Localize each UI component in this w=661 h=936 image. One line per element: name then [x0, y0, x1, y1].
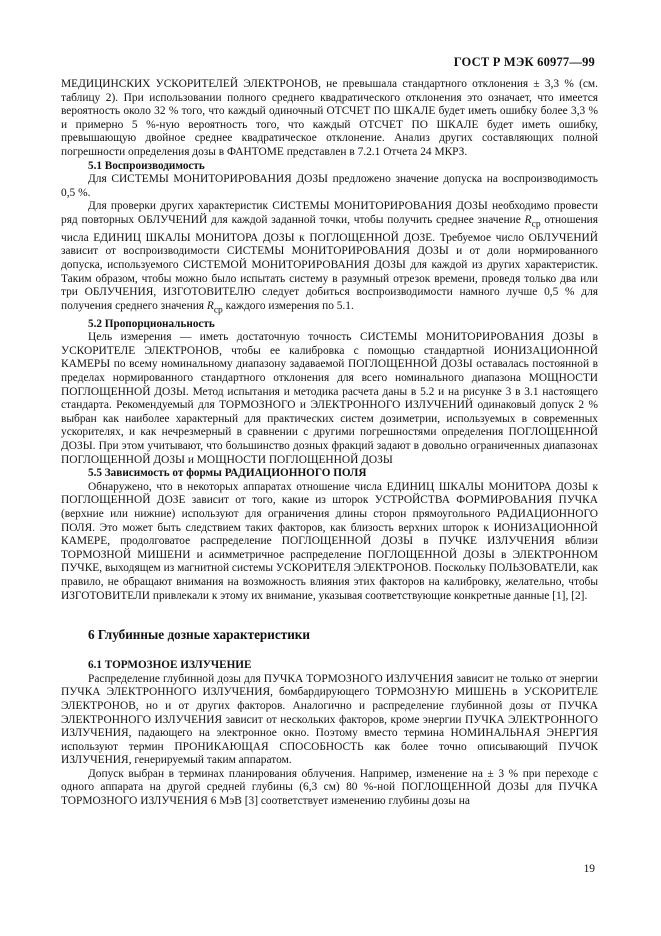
r-symbol: R [206, 299, 214, 312]
paragraph-other-characteristics [61, 200, 598, 317]
paragraph-reproducibility: Для СИСТЕМЫ МОНИТОРИРОВАНИЯ ДОЗЫ предложено значение допуска на воспроизводимость 0,5 %. [61, 173, 598, 199]
paragraph-continuation: МЕДИЦИНСКИХ УСКОРИТЕЛЕЙ ЭЛЕКТРОНОВ, не превышала стандартного отклонения ± 3,3 % (см. таблицу 2). При использовании полного среднего квадратического отклонения это означает, что имеется вероятность около 32 % того, что каждый одиночный ОТСЧЕТ ПО ШКАЛЕ будет иметь ошибку более 3,3 % и примерно 5 %-ную вероятность того, что каждый ОТСЧЕТ ПО ШКАЛЕ будет иметь ошибку, превышающую двойное среднее квадратическое отклонение. Анализ других составляющих полной погрешности определения дозы в ФАНТОМЕ представлен в 7.2.1 Отчета 24 МКРЗ. [61, 78, 598, 158]
section-heading-6: 6 Глубинные дозные характеристики [88, 627, 310, 643]
standard-header: ГОСТ Р МЭК 60977—99 [453, 55, 595, 69]
paragraph-field-shape: Обнаружено, что в некоторых аппаратах отношение числа ЕДИНИЦ ШКАЛЫ МОНИТОРА ДОЗЫ к ПОГЛОЩЕННОЙ ДОЗЕ зависит от того, какие из шторок УСТРОЙСТВА ФОРМИРОВАНИЯ ПУЧКА (верхние или нижние) используют для ограничения длины сторон прямоугольного РАДИАЦИОННОГО ПОЛЯ. Это может быть следствием таких факторов, как близость верхних шторок к ИОНИЗАЦИОННОЙ КАМЕРЕ, продолговатое распределение ПОГЛОЩЕННОЙ ДОЗЫ в ПУЧКЕ ИЗЛУЧЕНИЯ вблизи ТОРМОЗНОЙ МИШЕНИ и асимметричное распределение ПОГЛОЩЕННОЙ ДОЗЫ в ЭЛЕКТРОННОМ ПУЧКЕ, выходящем из магнитной системы УСКОРИТЕЛЯ ЭЛЕКТРОНОВ. Поскольку ПОЛЬЗОВАТЕЛИ, как правило, не обращают внимания на возможность влияния этих факторов на калибровку, желательно, чтобы ИЗГОТОВИТЕЛИ привлекали к этому их внимание, указывая соответствующие конкретные данные [1], [2]. [61, 480, 598, 602]
text-run: Для проверки других характеристик СИСТЕМЫ МОНИТОРИРОВАНИЯ ДОЗЫ необходимо провести ряд повторных ОБЛУЧЕНИЙ для каждой заданной точки, чтобы получить среднее значение [61, 200, 598, 226]
spacer [61, 643, 598, 659]
text-run: отношения числа ЕДИНИЦ ШКАЛЫ МОНИТОРА ДОЗЫ к ПОГЛОЩЕННОЙ ДОЗЕ. Требуемое число ОБЛУЧЕНИЙ зависит от воспроизводимости СИСТЕМЫ МОНИТОРИРОВАНИЯ ДОЗЫ и от доли нормированного допуска, используемого СИСТЕМОЙ МОНИТОРИРОВАНИЯ ДОЗЫ для каждой из других характеристик. Таким образом, чтобы можно было испытать систему в разумный отрезок времени, проведя только два или три ОБЛУЧЕНИЯ, ИЗГОТОВИТЕЛЮ следует добиться воспроизводимости намного лучше 0,5 % для получения среднего значения [61, 213, 599, 312]
paragraph-proportionality: Цель измерения — иметь достаточную точность СИСТЕМЫ МОНИТОРИРОВАНИЯ ДОЗЫ в УСКОРИТЕЛЕ ЭЛЕКТРОНОВ, чтобы ее калибровка с помощью стандартной ИОНИЗАЦИОННОЙ КАМЕРЫ по всему номинальному диапазону задаваемой ПОГЛОЩЕННОЙ ДОЗЫ оставалась постоянной в пределах нормированного стандартного отклонения для всего номинального диапазона МОЩНОСТИ ПОГЛОЩЕННОЙ ДОЗЫ. Метод испытания и методика расчета даны в 5.2 и на рисунке 3 в 3.1 настоящего стандарта. Рекомендуемый для ТОРМОЗНОГО и ЭЛЕКТРОННОГО ИЗЛУЧЕНИЙ одинаковый допуск 2 % выбран как наиболее характерный для практических систем дозиметрии, используемых в современных ускорителях, и как нечрезмерный в сравнении с другими погрешностями определения ПОГЛОЩЕННОЙ ДОЗЫ. При этом учитывают, что большинство дозных фракций задают в довольно ограниченных диапазонах ПОГЛОЩЕННОЙ ДОЗЫ и МОЩНОСТИ ПОГЛОЩЕННОЙ ДОЗЫ [61, 331, 598, 466]
page-number: 19 [583, 863, 595, 875]
subsection-heading-5-2: 5.2 Пропорциональность [88, 317, 215, 330]
r-symbol: R [524, 213, 532, 226]
subsection-heading-6-1: 6.1 ТОРМОЗНОЕ ИЗЛУЧЕНИЕ [88, 659, 252, 672]
paragraph-depth-dose: Распределение глубинной дозы для ПУЧКА ТОРМОЗНОГО ИЗЛУЧЕНИЯ зависит не только от энергии ПУЧКА ЭЛЕКТРОННОГО ИЗЛУЧЕНИЯ, бомбардирующего ТОРМОЗНУЮ МИШЕНЬ в УСКОРИТЕЛЕ ЭЛЕКТРОНОВ, но и от других факторов. Аналогично и распределение глубинной дозы от ПУЧКА ЭЛЕКТРОННОГО ИЗЛУЧЕНИЯ зависит от нескольких факторов, кроме энергии ПУЧКА ЭЛЕКТРОННОГО ИЗЛУЧЕНИЯ, падающего на электронное окно. Поэтому вместо термина НОМИНАЛЬНАЯ ЭНЕРГИЯ используют термин ПРОНИКАЮЩАЯ СПОСОБНОСТЬ как более точно описывающий ПУЧОК ИЗЛУЧЕНИЯ, генерируемый таким аппаратом. [61, 672, 598, 767]
r-subscript: ср [213, 305, 223, 316]
subsection-heading-5-1: 5.1 Воспроизводимость [88, 159, 205, 172]
subsection-heading-5-5: 5.5 Зависимость от формы РАДИАЦИОННОГО ПОЛЯ [88, 467, 367, 480]
page-body [61, 78, 598, 809]
text-run: каждого измерения по 5.1. [222, 299, 354, 312]
paragraph-tolerance: Допуск выбран в терминах планирования облучения. Например, изменение на ± 3 % при переходе с одного аппарата на другой средней глубины (6,3 см) 80 %-ной ПОГЛОЩЕННОЙ ДОЗЫ для ПУЧКА ТОРМОЗНОГО ИЗЛУЧЕНИЯ 6 МэВ [3] соответствует изменению глубины дозы на [61, 767, 598, 808]
r-subscript: ср [531, 219, 541, 230]
